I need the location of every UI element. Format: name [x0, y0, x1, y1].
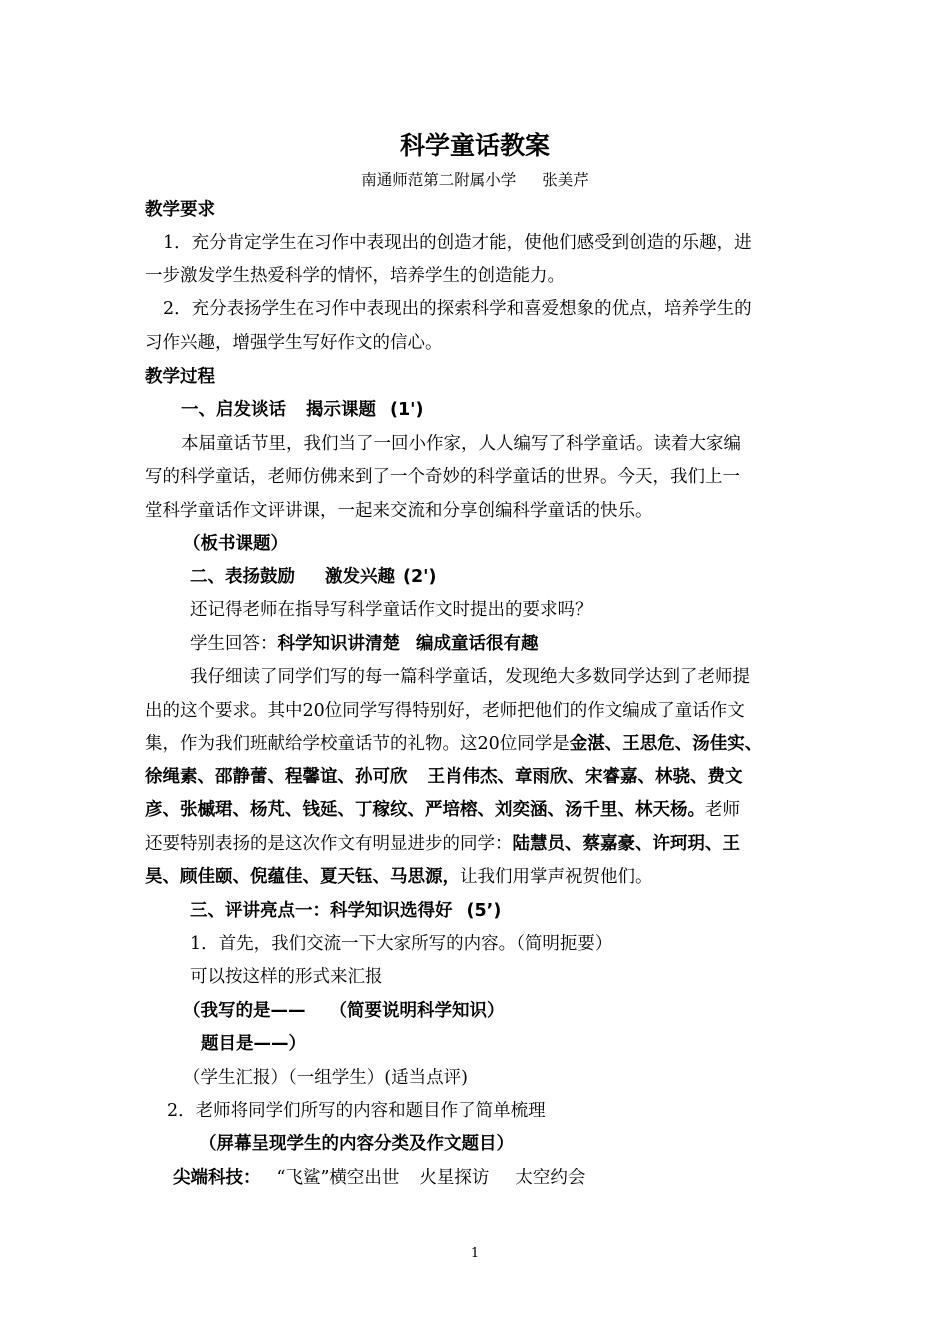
step3-format-line1	[183, 999, 505, 1023]
format-a: （我写的是——	[183, 1001, 306, 1021]
para-text: 集，作为我们班献给学校童话节的礼物。这20位同学是	[145, 734, 570, 754]
tech-topic: 太空约会	[515, 1168, 586, 1188]
step1-heading	[181, 398, 424, 422]
step3-screen-note: （屏幕呈现学生的内容分类及作文题目）	[199, 1134, 514, 1154]
step3-item2: 2．老师将同学们所写的内容和题目作了简单梳理	[167, 1101, 546, 1121]
tech-topic: 火星探访	[419, 1168, 490, 1188]
step1-para-line1: 本届童话节里，我们当了一回小作家，人人编写了科学童话。读着大家编	[181, 434, 741, 454]
step3-heading-time: (5’)	[466, 901, 502, 921]
para-text: 让我们用掌声祝贺他们。	[460, 867, 653, 887]
req1-line1: 1．充分肯定学生在习作中表现出的创造才能，使他们感受到创造的乐趣，进	[163, 233, 752, 253]
step3-format-intro: 可以按这样的形式来汇报	[190, 967, 383, 987]
document-subtitle	[0, 168, 950, 190]
para-text: 老师	[705, 800, 740, 820]
step2-para-line2: 出的这个要求。其中20位同学写得特别好，老师把他们的作文编成了童话作文	[145, 701, 745, 721]
step3-tech-line	[173, 1166, 585, 1190]
step3-heading	[190, 899, 501, 923]
step2-heading-a: 二、表扬鼓励	[190, 567, 295, 587]
step2-para-line4	[145, 765, 743, 789]
para-text: 还要特别表扬的是这次作文有明显进步的同学：	[145, 834, 513, 854]
tech-topic: “飞鲨”横空出世	[276, 1168, 400, 1188]
step3-report: （学生汇报）（一组学生）(适当点评)	[183, 1068, 468, 1088]
step2-para-line1: 我仔细读了同学们写的每一篇科学童话，发现绝大多数同学达到了老师提	[190, 667, 750, 687]
step1-para-line2: 写的科学童话，老师仿佛来到了一个奇妙的科学童话的世界。今天，我们上一	[145, 467, 740, 487]
student-names: 徐绳素、邵静蕾、程馨谊、孙可欣	[145, 767, 408, 787]
document-title: 科学童话教案	[399, 131, 550, 160]
step2-para-line6	[145, 832, 740, 856]
step1-heading-b: 揭示课题	[306, 400, 376, 420]
heading-process: 教学过程	[145, 367, 215, 387]
step3-format-line2: 题目是——）	[201, 1034, 306, 1054]
step2-heading-time: (2')	[403, 567, 437, 587]
step3-heading-text: 三、评讲亮点一：科学知识选得好	[190, 901, 453, 921]
student-names: 昊、顾佳颐、倪蕴佳、夏天钰、马思源，	[145, 867, 460, 887]
step1-heading-time: (1')	[390, 400, 424, 420]
answer-prefix: 学生回答：	[190, 634, 278, 654]
step2-heading-b: 激发兴趣	[325, 567, 395, 587]
format-b: （简要说明科学知识）	[329, 1001, 505, 1021]
step1-board-note: （板书课题）	[183, 534, 288, 554]
heading-requirements: 教学要求	[145, 200, 215, 220]
step2-question: 还记得老师在指导写科学童话作文时提出的要求吗？	[190, 600, 593, 620]
step2-para-line5	[145, 798, 740, 822]
answer-b: 编成童话很有趣	[416, 634, 539, 654]
student-names: 陆慧员、蔡嘉豪、许珂玥、王	[512, 834, 740, 854]
step2-answer	[190, 632, 539, 656]
student-names: 王肖伟杰、章雨欣、宋睿嘉、林骁、费文	[427, 767, 743, 787]
req2-line2: 习作兴趣，增强学生写好作文的信心。	[145, 333, 443, 353]
step2-para-line3	[145, 732, 762, 756]
step1-heading-a: 一、启发谈话	[181, 400, 286, 420]
tech-label: 尖端科技：	[173, 1168, 261, 1188]
step3-item1: 1．首先，我们交流一下大家所写的内容。（简明扼要）	[190, 934, 613, 954]
student-names: 金湛、王思危、汤佳实、	[569, 734, 763, 754]
step2-heading	[190, 565, 437, 589]
answer-a: 科学知识讲清楚	[277, 634, 400, 654]
page-number: 1	[470, 1246, 480, 1261]
step2-para-line7	[145, 865, 653, 889]
author-name: 张美芹	[542, 171, 589, 189]
step1-para-line3: 堂科学童话作文评讲课，一起来交流和分享创编科学童话的快乐。	[145, 501, 653, 521]
school-name: 南通师范第二附属小学	[361, 171, 517, 189]
req2-line1: 2．充分表扬学生在习作中表现出的探索科学和喜爱想象的优点，培养学生的	[163, 299, 752, 319]
student-names: 彦、张槭珺、杨芃、钱延、丁稼纹、严培榕、刘奕涵、汤千里、林天杨。	[145, 800, 705, 820]
req1-line2: 一步激发学生热爱科学的情怀，培养学生的创造能力。	[145, 266, 565, 286]
